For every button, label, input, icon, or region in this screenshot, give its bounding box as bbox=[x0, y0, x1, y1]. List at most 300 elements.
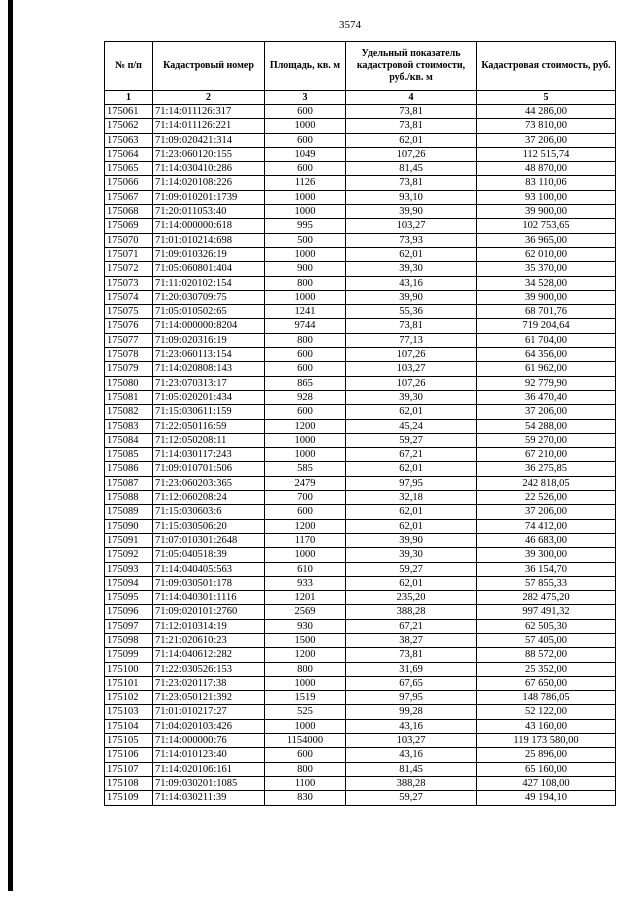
cell-unit-value: 39,90 bbox=[346, 205, 477, 219]
cell-area: 600 bbox=[265, 748, 346, 762]
cell-index: 175081 bbox=[105, 390, 153, 404]
cell-area: 1201 bbox=[265, 591, 346, 605]
col-number: 4 bbox=[346, 91, 477, 105]
cell-area: 525 bbox=[265, 705, 346, 719]
cell-unit-value: 73,81 bbox=[346, 176, 477, 190]
cell-cadastral-value: 39 300,00 bbox=[477, 548, 616, 562]
table-row bbox=[105, 576, 616, 590]
cell-cadastral-value: 36 470,40 bbox=[477, 390, 616, 404]
cell-index: 175063 bbox=[105, 133, 153, 147]
cell-cadastral-value: 74 412,00 bbox=[477, 519, 616, 533]
table-row bbox=[105, 190, 616, 204]
table-row bbox=[105, 219, 616, 233]
cell-area: 600 bbox=[265, 133, 346, 147]
cell-cadastral-number: 71:09:010326:19 bbox=[153, 247, 265, 261]
cell-unit-value: 388,28 bbox=[346, 605, 477, 619]
cell-unit-value: 67,21 bbox=[346, 448, 477, 462]
cell-index: 175101 bbox=[105, 676, 153, 690]
cell-index: 175077 bbox=[105, 333, 153, 347]
table-row bbox=[105, 591, 616, 605]
cell-cadastral-number: 71:21:020610:23 bbox=[153, 633, 265, 647]
cell-cadastral-value: 68 701,76 bbox=[477, 305, 616, 319]
cell-unit-value: 93,10 bbox=[346, 190, 477, 204]
table-row bbox=[105, 333, 616, 347]
cell-unit-value: 43,16 bbox=[346, 748, 477, 762]
cell-cadastral-value: 54 288,00 bbox=[477, 419, 616, 433]
cell-index: 175108 bbox=[105, 776, 153, 790]
cell-area: 2569 bbox=[265, 605, 346, 619]
cell-cadastral-number: 71:20:011053:40 bbox=[153, 205, 265, 219]
cell-unit-value: 99,28 bbox=[346, 705, 477, 719]
table-row bbox=[105, 390, 616, 404]
cell-unit-value: 107,26 bbox=[346, 348, 477, 362]
cell-area: 1000 bbox=[265, 205, 346, 219]
cell-index: 175100 bbox=[105, 662, 153, 676]
cell-index: 175092 bbox=[105, 548, 153, 562]
cell-cadastral-number: 71:14:040301:1116 bbox=[153, 591, 265, 605]
cell-unit-value: 43,16 bbox=[346, 276, 477, 290]
table-row bbox=[105, 648, 616, 662]
cell-index: 175107 bbox=[105, 762, 153, 776]
cell-index: 175071 bbox=[105, 247, 153, 261]
cell-unit-value: 67,21 bbox=[346, 619, 477, 633]
cell-unit-value: 45,24 bbox=[346, 419, 477, 433]
cell-unit-value: 62,01 bbox=[346, 405, 477, 419]
cell-index: 175062 bbox=[105, 119, 153, 133]
cell-cadastral-number: 71:23:060120:155 bbox=[153, 147, 265, 161]
cell-cadastral-number: 71:12:050208:11 bbox=[153, 433, 265, 447]
cell-cadastral-value: 92 779,90 bbox=[477, 376, 616, 390]
cell-area: 800 bbox=[265, 662, 346, 676]
cell-index: 175080 bbox=[105, 376, 153, 390]
cell-area: 1519 bbox=[265, 691, 346, 705]
cell-area: 585 bbox=[265, 462, 346, 476]
cell-index: 175089 bbox=[105, 505, 153, 519]
cell-cadastral-number: 71:14:020108:226 bbox=[153, 176, 265, 190]
cell-unit-value: 103,27 bbox=[346, 362, 477, 376]
table-row bbox=[105, 319, 616, 333]
cell-area: 1200 bbox=[265, 419, 346, 433]
cell-cadastral-number: 71:14:011126:221 bbox=[153, 119, 265, 133]
cell-index: 175079 bbox=[105, 362, 153, 376]
cell-cadastral-value: 48 870,00 bbox=[477, 162, 616, 176]
cell-cadastral-number: 71:15:030603:6 bbox=[153, 505, 265, 519]
cell-unit-value: 32,18 bbox=[346, 491, 477, 505]
cell-index: 175094 bbox=[105, 576, 153, 590]
cell-unit-value: 62,01 bbox=[346, 247, 477, 261]
cell-area: 1241 bbox=[265, 305, 346, 319]
cell-area: 1000 bbox=[265, 448, 346, 462]
cell-cadastral-number: 71:01:010214:698 bbox=[153, 233, 265, 247]
cell-unit-value: 62,01 bbox=[346, 519, 477, 533]
col-number: 3 bbox=[265, 91, 346, 105]
cell-cadastral-number: 71:09:010201:1739 bbox=[153, 190, 265, 204]
cell-cadastral-value: 67 650,00 bbox=[477, 676, 616, 690]
table-body bbox=[105, 105, 616, 806]
table-row bbox=[105, 619, 616, 633]
cell-cadastral-number: 71:09:030201:1085 bbox=[153, 776, 265, 790]
cell-unit-value: 103,27 bbox=[346, 734, 477, 748]
cell-index: 175075 bbox=[105, 305, 153, 319]
cell-index: 175085 bbox=[105, 448, 153, 462]
cell-cadastral-number: 71:14:030117:243 bbox=[153, 448, 265, 462]
cell-unit-value: 97,95 bbox=[346, 476, 477, 490]
table-row bbox=[105, 691, 616, 705]
cell-cadastral-value: 57 855,33 bbox=[477, 576, 616, 590]
cell-unit-value: 59,27 bbox=[346, 562, 477, 576]
table-row bbox=[105, 305, 616, 319]
cell-area: 1170 bbox=[265, 533, 346, 547]
cell-index: 175083 bbox=[105, 419, 153, 433]
cell-index: 175067 bbox=[105, 190, 153, 204]
cell-area: 1049 bbox=[265, 147, 346, 161]
cell-cadastral-number: 71:23:070313:17 bbox=[153, 376, 265, 390]
cell-index: 175087 bbox=[105, 476, 153, 490]
table-row bbox=[105, 762, 616, 776]
cell-cadastral-value: 37 206,00 bbox=[477, 405, 616, 419]
cell-cadastral-number: 71:14:020106:161 bbox=[153, 762, 265, 776]
cell-cadastral-number: 71:23:060113:154 bbox=[153, 348, 265, 362]
cell-cadastral-value: 36 965,00 bbox=[477, 233, 616, 247]
table-row bbox=[105, 205, 616, 219]
cell-area: 1200 bbox=[265, 519, 346, 533]
cell-area: 1000 bbox=[265, 119, 346, 133]
cell-unit-value: 62,01 bbox=[346, 505, 477, 519]
cell-cadastral-value: 59 270,00 bbox=[477, 433, 616, 447]
cell-cadastral-number: 71:15:030506:20 bbox=[153, 519, 265, 533]
cell-cadastral-value: 49 194,10 bbox=[477, 791, 616, 805]
cell-cadastral-value: 119 173 580,00 bbox=[477, 734, 616, 748]
table-row bbox=[105, 734, 616, 748]
table-row bbox=[105, 133, 616, 147]
cell-unit-value: 388,28 bbox=[346, 776, 477, 790]
cell-unit-value: 107,26 bbox=[346, 147, 477, 161]
cell-index: 175103 bbox=[105, 705, 153, 719]
cell-area: 1500 bbox=[265, 633, 346, 647]
cell-cadastral-number: 71:22:030526:153 bbox=[153, 662, 265, 676]
cell-cadastral-number: 71:14:011126:317 bbox=[153, 105, 265, 119]
cell-cadastral-number: 71:01:010217:27 bbox=[153, 705, 265, 719]
table-row bbox=[105, 433, 616, 447]
cell-cadastral-value: 83 110,06 bbox=[477, 176, 616, 190]
cell-area: 700 bbox=[265, 491, 346, 505]
table-row bbox=[105, 448, 616, 462]
cell-unit-value: 39,90 bbox=[346, 533, 477, 547]
cell-cadastral-value: 52 122,00 bbox=[477, 705, 616, 719]
header-row bbox=[105, 42, 616, 91]
cell-area: 1100 bbox=[265, 776, 346, 790]
table-row bbox=[105, 519, 616, 533]
table-row bbox=[105, 605, 616, 619]
cell-index: 175073 bbox=[105, 276, 153, 290]
cell-cadastral-value: 242 818,05 bbox=[477, 476, 616, 490]
cell-cadastral-value: 37 206,00 bbox=[477, 133, 616, 147]
cell-area: 830 bbox=[265, 791, 346, 805]
cell-unit-value: 31,69 bbox=[346, 662, 477, 676]
cell-cadastral-number: 71:14:030211:39 bbox=[153, 791, 265, 805]
cell-cadastral-value: 22 526,00 bbox=[477, 491, 616, 505]
table-row bbox=[105, 147, 616, 161]
cell-index: 175084 bbox=[105, 433, 153, 447]
cell-unit-value: 55,36 bbox=[346, 305, 477, 319]
table-row bbox=[105, 476, 616, 490]
cell-unit-value: 62,01 bbox=[346, 133, 477, 147]
cell-cadastral-value: 93 100,00 bbox=[477, 190, 616, 204]
cell-index: 175086 bbox=[105, 462, 153, 476]
cell-cadastral-number: 71:09:020316:19 bbox=[153, 333, 265, 347]
cell-cadastral-value: 37 206,00 bbox=[477, 505, 616, 519]
cell-cadastral-number: 71:20:030709:75 bbox=[153, 290, 265, 304]
cell-cadastral-value: 39 900,00 bbox=[477, 290, 616, 304]
table-row bbox=[105, 533, 616, 547]
cell-cadastral-value: 57 405,00 bbox=[477, 633, 616, 647]
cell-cadastral-value: 43 160,00 bbox=[477, 719, 616, 733]
table-row bbox=[105, 176, 616, 190]
cell-index: 175069 bbox=[105, 219, 153, 233]
table-row bbox=[105, 776, 616, 790]
cell-unit-value: 39,30 bbox=[346, 390, 477, 404]
cell-index: 175105 bbox=[105, 734, 153, 748]
cell-area: 1000 bbox=[265, 433, 346, 447]
cell-index: 175078 bbox=[105, 348, 153, 362]
cell-unit-value: 39,30 bbox=[346, 548, 477, 562]
cell-area: 900 bbox=[265, 262, 346, 276]
cell-area: 865 bbox=[265, 376, 346, 390]
cell-area: 600 bbox=[265, 105, 346, 119]
cell-cadastral-value: 62 010,00 bbox=[477, 247, 616, 261]
cell-index: 175095 bbox=[105, 591, 153, 605]
cell-cadastral-value: 112 515,74 bbox=[477, 147, 616, 161]
table-row bbox=[105, 348, 616, 362]
cell-area: 600 bbox=[265, 405, 346, 419]
cell-cadastral-number: 71:14:010123:40 bbox=[153, 748, 265, 762]
cell-cadastral-value: 39 900,00 bbox=[477, 205, 616, 219]
cell-index: 175070 bbox=[105, 233, 153, 247]
cell-cadastral-number: 71:12:060208:24 bbox=[153, 491, 265, 505]
cell-area: 1000 bbox=[265, 676, 346, 690]
table-row bbox=[105, 233, 616, 247]
cell-area: 2479 bbox=[265, 476, 346, 490]
cell-unit-value: 39,90 bbox=[346, 290, 477, 304]
cell-cadastral-value: 44 286,00 bbox=[477, 105, 616, 119]
cell-unit-value: 73,93 bbox=[346, 233, 477, 247]
table-row bbox=[105, 105, 616, 119]
cell-unit-value: 81,45 bbox=[346, 762, 477, 776]
cell-cadastral-value: 25 896,00 bbox=[477, 748, 616, 762]
cell-area: 500 bbox=[265, 233, 346, 247]
cell-cadastral-value: 61 962,00 bbox=[477, 362, 616, 376]
cell-area: 600 bbox=[265, 162, 346, 176]
cell-area: 600 bbox=[265, 505, 346, 519]
cell-cadastral-value: 427 108,00 bbox=[477, 776, 616, 790]
table-row bbox=[105, 505, 616, 519]
cell-index: 175109 bbox=[105, 791, 153, 805]
cell-index: 175104 bbox=[105, 719, 153, 733]
table-row bbox=[105, 362, 616, 376]
table-row bbox=[105, 119, 616, 133]
cell-unit-value: 59,27 bbox=[346, 433, 477, 447]
cell-index: 175065 bbox=[105, 162, 153, 176]
cell-unit-value: 73,81 bbox=[346, 319, 477, 333]
cell-index: 175068 bbox=[105, 205, 153, 219]
cell-cadastral-number: 71:14:020808:143 bbox=[153, 362, 265, 376]
cell-cadastral-number: 71:09:020421:314 bbox=[153, 133, 265, 147]
col-header-index: № п/п bbox=[105, 42, 153, 91]
cell-cadastral-value: 25 352,00 bbox=[477, 662, 616, 676]
col-header-unit-value: Удельный показатель кадастровой стоимости, руб./кв. м bbox=[346, 42, 477, 91]
table-row bbox=[105, 290, 616, 304]
cell-unit-value: 235,20 bbox=[346, 591, 477, 605]
cell-unit-value: 39,30 bbox=[346, 262, 477, 276]
cell-cadastral-number: 71:07:010301:2648 bbox=[153, 533, 265, 547]
cell-cadastral-value: 46 683,00 bbox=[477, 533, 616, 547]
table-row bbox=[105, 462, 616, 476]
cell-cadastral-value: 73 810,00 bbox=[477, 119, 616, 133]
cell-cadastral-number: 71:14:000000:8204 bbox=[153, 319, 265, 333]
cell-area: 1000 bbox=[265, 190, 346, 204]
cell-cadastral-number: 71:23:020117:38 bbox=[153, 676, 265, 690]
cell-cadastral-number: 71:11:020102:154 bbox=[153, 276, 265, 290]
cell-cadastral-number: 71:12:010314:19 bbox=[153, 619, 265, 633]
cell-cadastral-value: 36 275,85 bbox=[477, 462, 616, 476]
cell-unit-value: 43,16 bbox=[346, 719, 477, 733]
cell-area: 800 bbox=[265, 333, 346, 347]
cell-unit-value: 62,01 bbox=[346, 576, 477, 590]
col-number: 2 bbox=[153, 91, 265, 105]
cadastral-table bbox=[104, 41, 616, 806]
table-row bbox=[105, 376, 616, 390]
col-header-cadastral-value: Кадастровая стоимость, руб. bbox=[477, 42, 616, 91]
table-row bbox=[105, 705, 616, 719]
cell-area: 933 bbox=[265, 576, 346, 590]
table-row bbox=[105, 405, 616, 419]
cell-index: 175091 bbox=[105, 533, 153, 547]
cell-cadastral-number: 71:14:000000:618 bbox=[153, 219, 265, 233]
cell-cadastral-value: 997 491,32 bbox=[477, 605, 616, 619]
cell-index: 175090 bbox=[105, 519, 153, 533]
cell-cadastral-value: 61 704,00 bbox=[477, 333, 616, 347]
cell-unit-value: 38,27 bbox=[346, 633, 477, 647]
table-row bbox=[105, 262, 616, 276]
cell-cadastral-number: 71:15:030611:159 bbox=[153, 405, 265, 419]
table-row bbox=[105, 562, 616, 576]
cell-area: 610 bbox=[265, 562, 346, 576]
cell-cadastral-value: 282 475,20 bbox=[477, 591, 616, 605]
table-row bbox=[105, 276, 616, 290]
cell-cadastral-value: 65 160,00 bbox=[477, 762, 616, 776]
cell-index: 175097 bbox=[105, 619, 153, 633]
cell-cadastral-value: 102 753,65 bbox=[477, 219, 616, 233]
table-row bbox=[105, 719, 616, 733]
cell-cadastral-number: 71:04:020103:426 bbox=[153, 719, 265, 733]
cell-area: 9744 bbox=[265, 319, 346, 333]
cell-cadastral-number: 71:05:020201:434 bbox=[153, 390, 265, 404]
cell-index: 175106 bbox=[105, 748, 153, 762]
cell-cadastral-number: 71:14:040612:282 bbox=[153, 648, 265, 662]
cell-index: 175096 bbox=[105, 605, 153, 619]
col-header-area: Площадь, кв. м bbox=[265, 42, 346, 91]
cell-cadastral-number: 71:14:000000:76 bbox=[153, 734, 265, 748]
cell-unit-value: 77,13 bbox=[346, 333, 477, 347]
cell-cadastral-number: 71:05:010502:65 bbox=[153, 305, 265, 319]
cell-area: 928 bbox=[265, 390, 346, 404]
cell-unit-value: 59,27 bbox=[346, 791, 477, 805]
cell-area: 1000 bbox=[265, 290, 346, 304]
table-row bbox=[105, 162, 616, 176]
cell-unit-value: 73,81 bbox=[346, 119, 477, 133]
cell-area: 1126 bbox=[265, 176, 346, 190]
col-number: 1 bbox=[105, 91, 153, 105]
cell-index: 175076 bbox=[105, 319, 153, 333]
cell-cadastral-value: 148 786,05 bbox=[477, 691, 616, 705]
cell-cadastral-number: 71:09:010701:506 bbox=[153, 462, 265, 476]
cell-area: 1000 bbox=[265, 548, 346, 562]
cell-unit-value: 67,65 bbox=[346, 676, 477, 690]
table-row bbox=[105, 247, 616, 261]
cell-unit-value: 103,27 bbox=[346, 219, 477, 233]
cell-area: 995 bbox=[265, 219, 346, 233]
cell-unit-value: 81,45 bbox=[346, 162, 477, 176]
cell-area: 600 bbox=[265, 348, 346, 362]
cell-index: 175088 bbox=[105, 491, 153, 505]
cell-index: 175082 bbox=[105, 405, 153, 419]
cell-cadastral-value: 35 370,00 bbox=[477, 262, 616, 276]
cell-cadastral-value: 62 505,30 bbox=[477, 619, 616, 633]
cell-cadastral-number: 71:09:030501:178 bbox=[153, 576, 265, 590]
cell-cadastral-value: 88 572,00 bbox=[477, 648, 616, 662]
left-margin-bar bbox=[8, 0, 13, 891]
cell-area: 600 bbox=[265, 362, 346, 376]
table-row bbox=[105, 548, 616, 562]
cell-unit-value: 107,26 bbox=[346, 376, 477, 390]
column-number-row bbox=[105, 91, 616, 105]
cell-cadastral-value: 719 204,64 bbox=[477, 319, 616, 333]
table-row bbox=[105, 633, 616, 647]
cell-cadastral-value: 67 210,00 bbox=[477, 448, 616, 462]
cell-index: 175072 bbox=[105, 262, 153, 276]
cell-area: 1000 bbox=[265, 247, 346, 261]
page-number: 3574 bbox=[339, 19, 361, 31]
cell-area: 1200 bbox=[265, 648, 346, 662]
cell-cadastral-value: 34 528,00 bbox=[477, 276, 616, 290]
table-row bbox=[105, 491, 616, 505]
cell-unit-value: 73,81 bbox=[346, 648, 477, 662]
cell-cadastral-number: 71:09:020101:2760 bbox=[153, 605, 265, 619]
cell-index: 175064 bbox=[105, 147, 153, 161]
cell-cadastral-number: 71:05:040518:39 bbox=[153, 548, 265, 562]
cell-area: 930 bbox=[265, 619, 346, 633]
cell-cadastral-value: 64 356,00 bbox=[477, 348, 616, 362]
cell-cadastral-number: 71:14:030410:286 bbox=[153, 162, 265, 176]
cell-index: 175061 bbox=[105, 105, 153, 119]
table-row bbox=[105, 662, 616, 676]
col-number: 5 bbox=[477, 91, 616, 105]
cell-unit-value: 62,01 bbox=[346, 462, 477, 476]
cell-index: 175102 bbox=[105, 691, 153, 705]
cell-index: 175099 bbox=[105, 648, 153, 662]
cell-index: 175074 bbox=[105, 290, 153, 304]
cell-cadastral-number: 71:23:060203:365 bbox=[153, 476, 265, 490]
cell-cadastral-number: 71:05:060801:404 bbox=[153, 262, 265, 276]
cell-cadastral-number: 71:14:040405:563 bbox=[153, 562, 265, 576]
cell-area: 800 bbox=[265, 762, 346, 776]
table-row bbox=[105, 748, 616, 762]
cell-cadastral-number: 71:22:050116:59 bbox=[153, 419, 265, 433]
table-row bbox=[105, 419, 616, 433]
cell-unit-value: 97,95 bbox=[346, 691, 477, 705]
table-row bbox=[105, 791, 616, 805]
cell-index: 175066 bbox=[105, 176, 153, 190]
